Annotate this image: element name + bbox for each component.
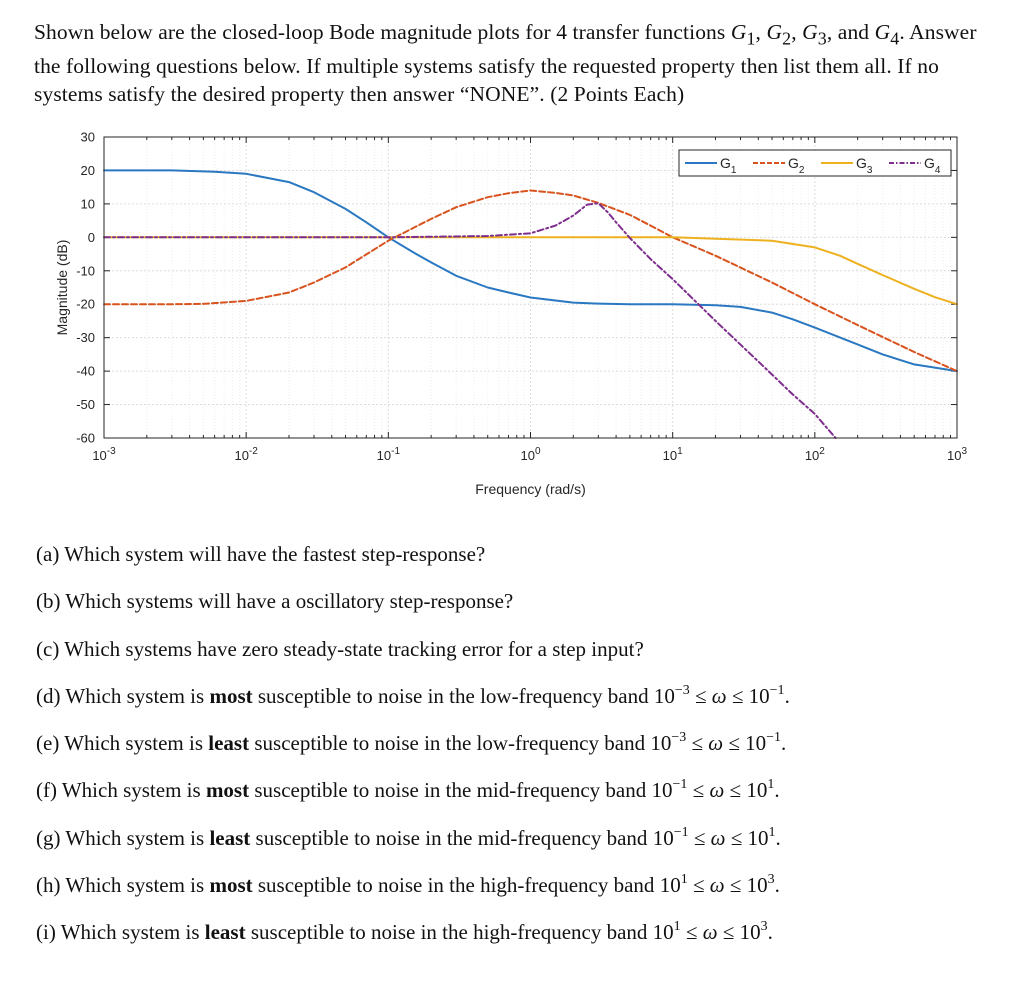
- band-low-base: 10: [650, 731, 672, 756]
- g2-subscript: 2: [782, 28, 792, 49]
- question-e: [36, 729, 996, 776]
- question-emphasis: least: [204, 920, 246, 945]
- question-text: susceptible to noise in the mid-frequency band: [250, 825, 653, 850]
- band-low-exponent: 1: [673, 919, 681, 935]
- y-tick-label: -60: [76, 430, 95, 446]
- legend-label-g3: $G_3$: [856, 155, 873, 176]
- band-relation: ≤: [692, 778, 705, 803]
- question-text: susceptible to noise in the high-frequency band: [252, 873, 660, 898]
- band-high-exponent: −1: [769, 682, 785, 698]
- omega-symbol: ω: [711, 683, 727, 708]
- intro-sep-2: ,: [791, 20, 803, 44]
- g4-symbol: G: [874, 20, 891, 44]
- omega-symbol: ω: [709, 873, 725, 898]
- question-emphasis: least: [208, 731, 250, 756]
- band-high-exponent: 1: [768, 824, 776, 840]
- x-tick-label: $10^1$: [662, 446, 683, 463]
- band-high-base: 10: [747, 825, 769, 850]
- question-end: .: [775, 825, 781, 850]
- question-label: (i): [36, 920, 56, 945]
- question-end: .: [774, 778, 780, 803]
- band-low-exponent: −1: [673, 824, 689, 840]
- intro-sep-3: , and: [826, 20, 875, 44]
- band-high-exponent: 3: [767, 872, 775, 888]
- band-relation: ≤: [692, 873, 705, 898]
- frequency-band: [660, 873, 780, 897]
- question-label: (c): [36, 636, 60, 661]
- band-relation: ≤: [695, 683, 707, 708]
- band-low-exponent: −1: [672, 777, 688, 793]
- question-emphasis: least: [209, 825, 251, 850]
- legend-label-g4: $G_4$: [924, 155, 941, 176]
- question-text: susceptible to noise in the low-frequency band: [252, 683, 654, 708]
- x-tick-label: $10^{-1}$: [376, 446, 401, 463]
- question-text: Which system is: [65, 825, 210, 850]
- question-b: [36, 587, 996, 634]
- frequency-band: [652, 778, 780, 802]
- band-relation: ≤: [729, 778, 742, 803]
- legend-label-g2: $G_2$: [788, 155, 805, 176]
- question-g: [36, 824, 996, 871]
- x-tick-label: $10^{-2}$: [234, 446, 258, 463]
- question-emphasis: most: [209, 683, 253, 708]
- question-text: Which system is: [61, 778, 206, 803]
- band-low-base: 10: [652, 920, 674, 945]
- g4-subscript: 4: [890, 28, 900, 49]
- question-text: Which system will have the fastest step-response?: [64, 542, 486, 566]
- question-d: [36, 682, 996, 729]
- band-high-exponent: 3: [760, 919, 768, 935]
- omega-symbol: ω: [708, 731, 724, 756]
- band-relation: ≤: [685, 920, 698, 945]
- band-relation: ≤: [691, 731, 704, 756]
- question-a: [36, 540, 996, 587]
- question-c: [36, 635, 996, 682]
- x-tick-label: $10^{-3}$: [92, 446, 116, 463]
- omega-symbol: ω: [709, 778, 725, 803]
- band-high-base: 10: [745, 731, 767, 756]
- band-relation: ≤: [728, 731, 740, 756]
- y-tick-label: 20: [80, 162, 95, 178]
- question-end: .: [774, 873, 780, 898]
- band-high-exponent: 1: [767, 777, 775, 793]
- intro-text-1: Shown below are the closed-loop Bode magnitude plots for 4 transfer functions: [34, 20, 731, 44]
- question-label: (b): [36, 589, 61, 614]
- g3-subscript: 3: [817, 28, 827, 49]
- g1-subscript: 1: [746, 28, 756, 49]
- frequency-band: [653, 920, 773, 944]
- y-tick-label: 10: [80, 196, 95, 212]
- band-low-base: 10: [652, 825, 674, 850]
- y-tick-label: -50: [76, 397, 95, 413]
- bode-figure: [0, 125, 1024, 505]
- band-low-base: 10: [651, 778, 673, 803]
- band-relation: ≤: [730, 825, 743, 850]
- band-high-base: 10: [746, 778, 768, 803]
- question-text: susceptible to noise in the mid-frequency band: [249, 778, 652, 803]
- question-text: Which systems will have a oscillatory step-response?: [65, 589, 514, 614]
- question-text: Which system is: [60, 920, 205, 945]
- question-label: (f): [36, 778, 57, 803]
- band-low-exponent: 1: [680, 872, 688, 888]
- frequency-band: [654, 684, 790, 708]
- question-text: susceptible to noise in the high-frequency band: [245, 920, 653, 945]
- question-label: (g): [36, 825, 61, 850]
- band-high-exponent: −1: [766, 730, 782, 746]
- y-axis-label: Magnitude (dB): [54, 239, 70, 336]
- question-text: Which system is: [65, 683, 210, 708]
- intro-text-2: . Answer the following questions below. If multiple systems satisfy the requested property then list them all. If no systems satisfy the desired property then answer “NONE”. (2 Points Each): [34, 20, 977, 107]
- band-high-base: 10: [746, 873, 768, 898]
- question-text: Which system is: [65, 873, 210, 898]
- g3-symbol: G: [802, 20, 818, 44]
- y-tick-label: 30: [80, 129, 95, 145]
- question-i: [36, 918, 996, 965]
- question-text: Which systems have zero steady-state tracking error for a step input?: [64, 636, 644, 661]
- problem-statement: [34, 18, 994, 108]
- x-axis-label: Frequency (rad/s): [475, 481, 586, 497]
- g2-symbol: G: [766, 20, 783, 44]
- question-end: .: [784, 683, 790, 708]
- band-low-base: 10: [653, 683, 675, 708]
- y-tick-label: 0: [87, 229, 95, 245]
- band-low-base: 10: [659, 873, 681, 898]
- question-label: (a): [36, 542, 60, 566]
- intro-sep-1: ,: [755, 20, 767, 44]
- question-h: [36, 871, 996, 918]
- question-emphasis: most: [205, 778, 250, 803]
- band-relation: ≤: [722, 920, 735, 945]
- bode-magnitude-chart: [0, 125, 1024, 505]
- band-relation: ≤: [731, 683, 744, 708]
- question-f: [36, 776, 996, 823]
- band-low-exponent: −3: [674, 682, 690, 698]
- omega-symbol: ω: [710, 825, 726, 850]
- frequency-band: [653, 826, 781, 850]
- question-label: (h): [36, 873, 61, 898]
- question-end: .: [781, 731, 787, 756]
- band-high-base: 10: [739, 920, 761, 945]
- band-relation: ≤: [729, 873, 742, 898]
- x-tick-label: $10^2$: [804, 446, 825, 463]
- x-tick-label: $10^3$: [946, 446, 968, 463]
- question-end: .: [767, 920, 773, 945]
- band-high-base: 10: [748, 683, 770, 708]
- question-list: [36, 540, 996, 966]
- y-tick-label: -30: [76, 330, 95, 346]
- question-label: (e): [36, 731, 60, 756]
- omega-symbol: ω: [702, 920, 718, 945]
- y-tick-label: -10: [76, 263, 95, 279]
- question-text: susceptible to noise in the low-frequency band: [249, 731, 651, 756]
- question-text: Which system is: [64, 731, 209, 756]
- legend-label-g1: $G_1$: [720, 155, 737, 176]
- band-low-exponent: −3: [671, 730, 687, 746]
- question-emphasis: most: [209, 873, 253, 898]
- y-tick-label: -40: [76, 363, 95, 379]
- question-label: (d): [36, 683, 61, 708]
- g1-symbol: G: [730, 20, 747, 44]
- band-relation: ≤: [693, 825, 706, 850]
- frequency-band: [650, 731, 786, 755]
- y-tick-label: -20: [76, 296, 95, 312]
- x-tick-label: $10^0$: [520, 446, 541, 463]
